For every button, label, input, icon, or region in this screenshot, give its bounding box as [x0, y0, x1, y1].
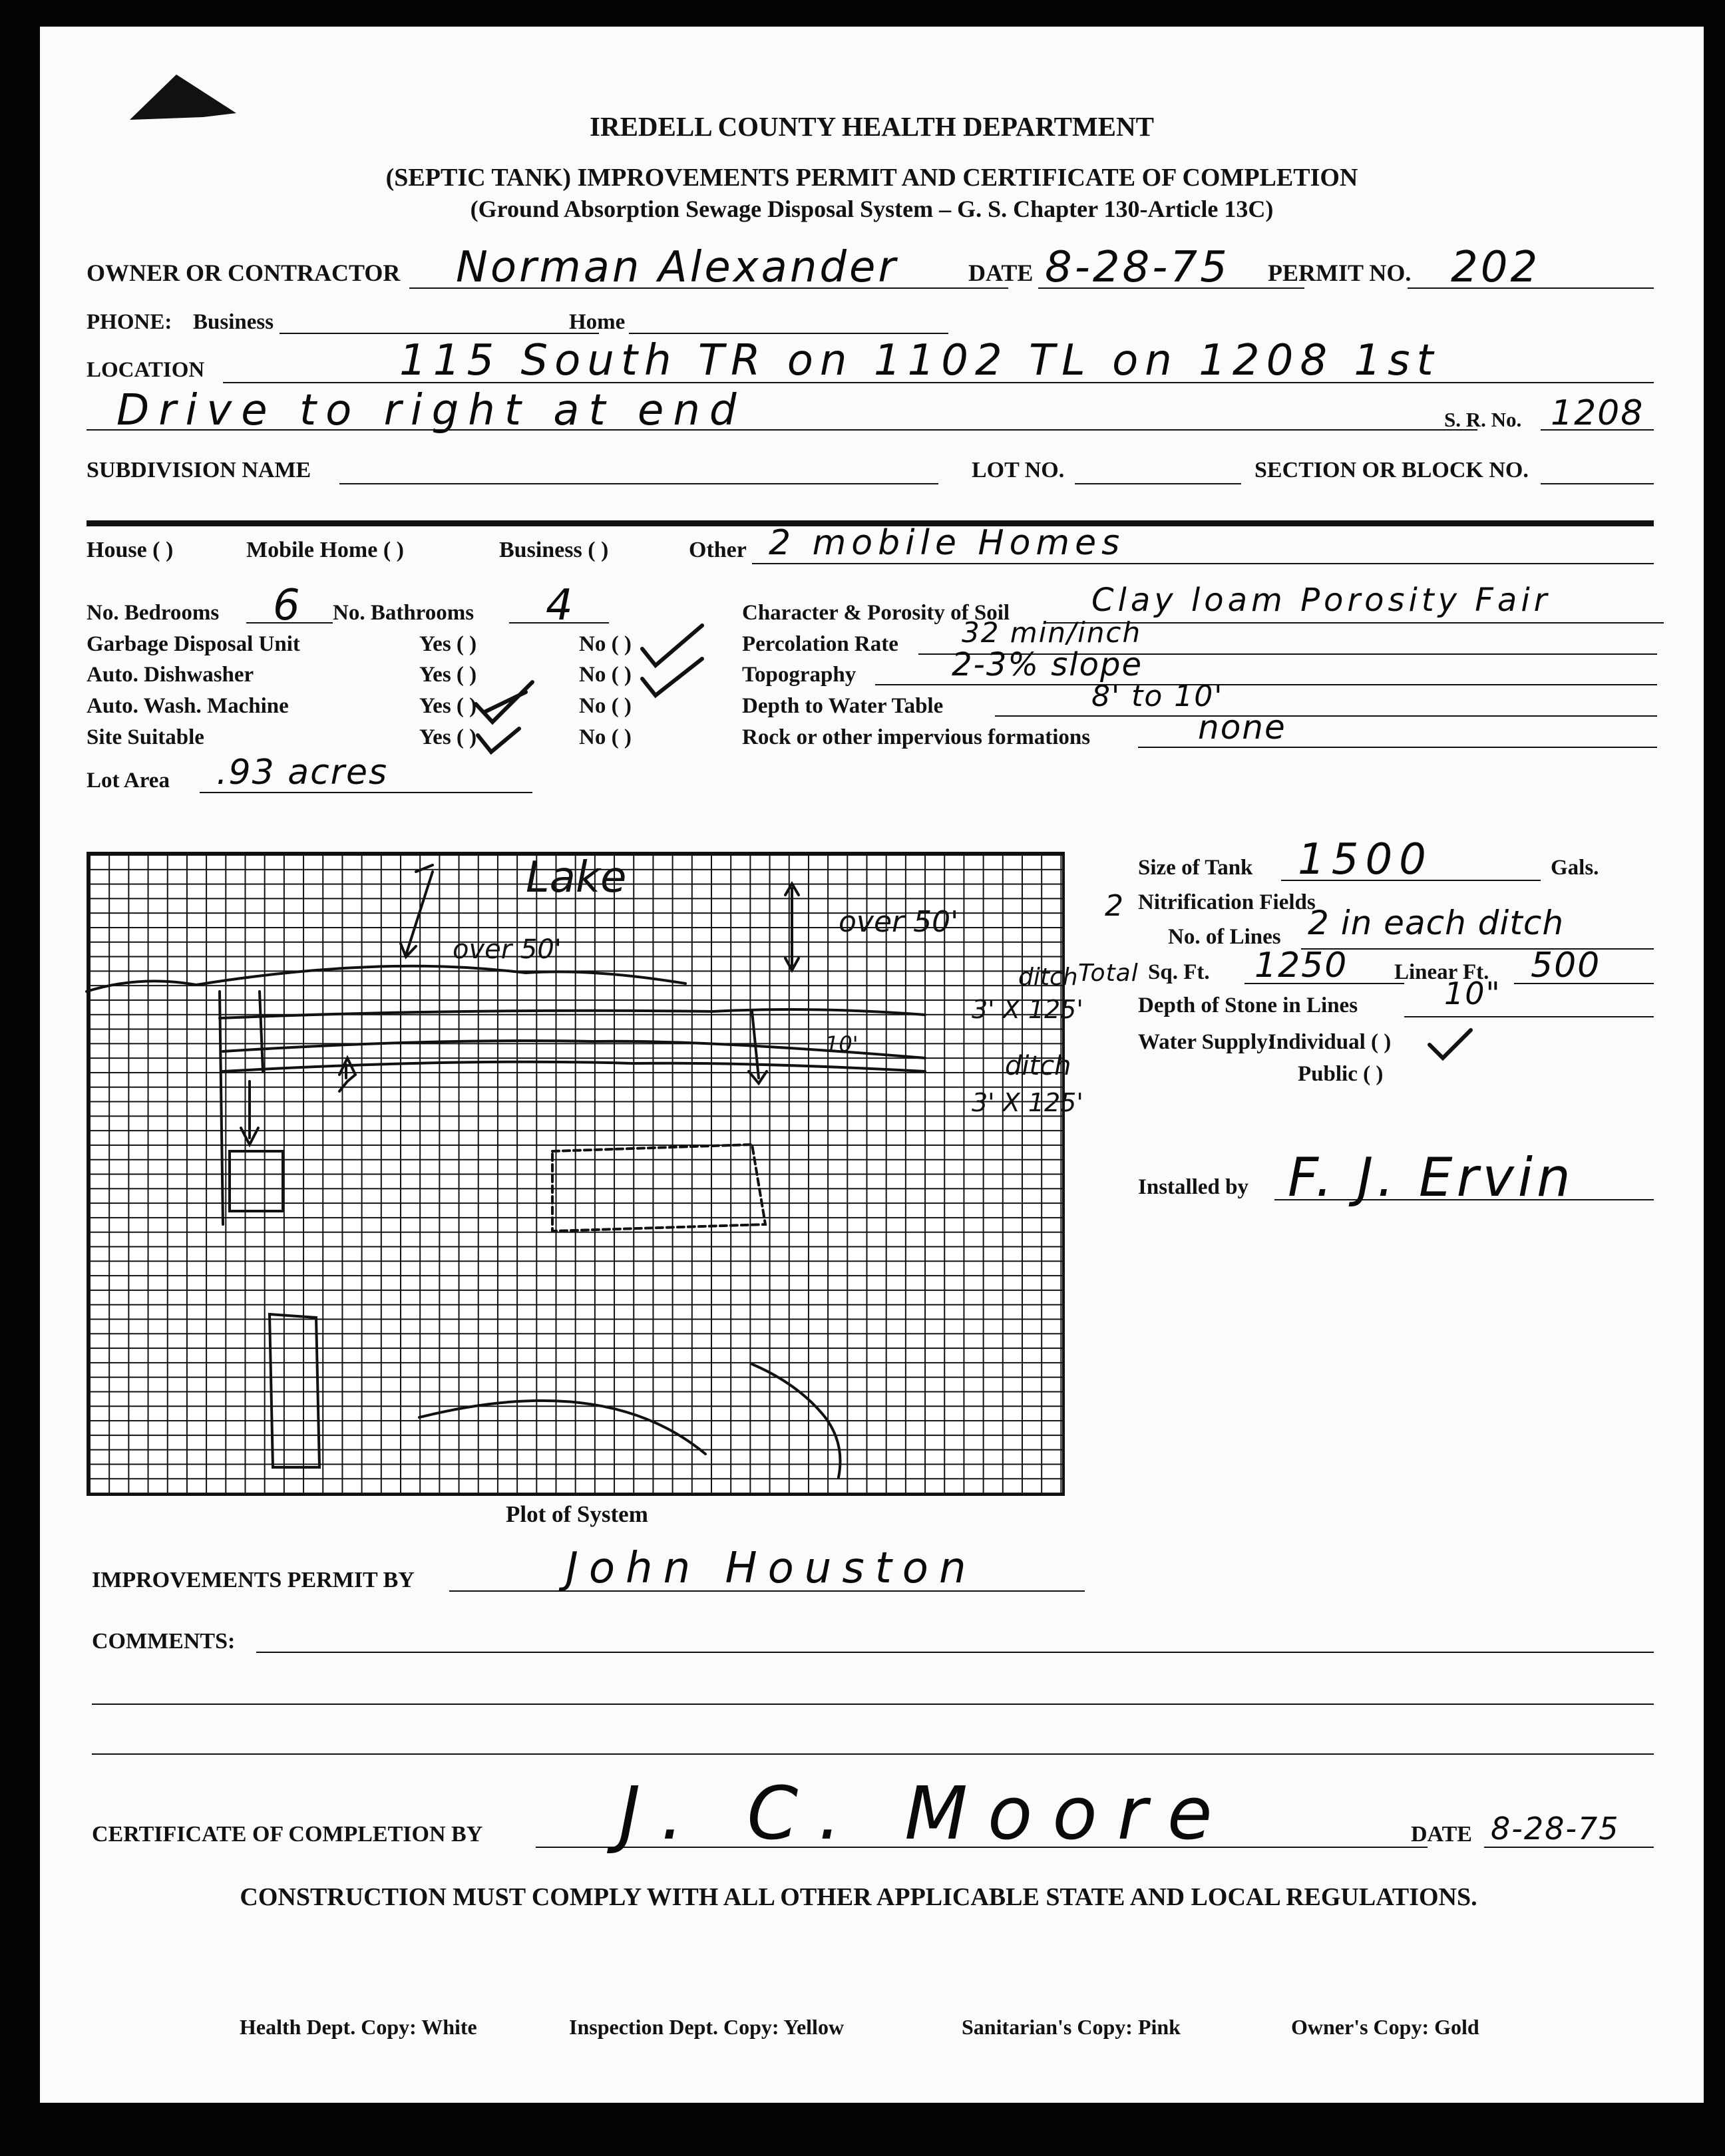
wash-machine-no[interactable]: No ( )	[579, 694, 632, 718]
department-title: IREDELL COUNTY HEALTH DEPARTMENT	[590, 111, 1154, 142]
septic-tank-box	[230, 1151, 283, 1211]
wash-machine-label: Auto. Wash. Machine	[87, 694, 289, 718]
soil-character-label: Character & Porosity of Soil	[742, 601, 1010, 625]
second-home-outline	[270, 1314, 319, 1467]
permit-value[interactable]: 202	[1451, 243, 1541, 292]
copy-owner: Owner's Copy: Gold	[1291, 2015, 1479, 2039]
garbage-disposal-no[interactable]: No ( )	[579, 632, 632, 656]
owner-value[interactable]: Norman Alexander	[456, 243, 898, 292]
bathrooms-value[interactable]: 4	[546, 581, 576, 630]
date-label: DATE	[968, 260, 1034, 286]
dishwasher-no-check-icon	[642, 659, 702, 695]
wash-yes-check-icon	[476, 682, 532, 722]
soil-character-value[interactable]: Clay loam Porosity Fair	[1091, 582, 1551, 619]
other-label: Other	[689, 538, 747, 562]
ten-foot-arrow	[339, 1058, 355, 1091]
location-label: LOCATION	[87, 358, 205, 382]
permit-by-label: IMPROVEMENTS PERMIT BY	[92, 1568, 415, 1592]
nitrification-label: Nitrification Fields	[1138, 890, 1316, 914]
permit-by-value[interactable]: John Houston	[566, 1544, 977, 1593]
left-trench-lines	[220, 991, 263, 1224]
ditch-line-1	[220, 1009, 925, 1018]
tank-arrow	[241, 1081, 258, 1145]
tank-unit: Gals.	[1551, 856, 1599, 880]
lines-line	[1301, 948, 1654, 950]
drive-curve-2	[752, 1364, 841, 1477]
lines-value[interactable]: 2 in each ditch	[1308, 904, 1565, 942]
form-subtitle: (Ground Absorption Sewage Disposal System – G. S. Chapter 130-Article 13C)	[470, 196, 1274, 222]
copy-inspection: Inspection Dept. Copy: Yellow	[569, 2015, 845, 2039]
garbage-disposal-yes[interactable]: Yes ( )	[419, 632, 477, 656]
perc-rate-label: Percolation Rate	[742, 632, 898, 656]
rock-value[interactable]: none	[1198, 708, 1286, 747]
copy-health: Health Dept. Copy: White	[240, 2015, 477, 2039]
copy-sanitarian: Sanitarian's Copy: Pink	[962, 2015, 1181, 2039]
tank-size-label: Size of Tank	[1138, 856, 1253, 880]
topography-value[interactable]: 2-3% slope	[952, 646, 1143, 683]
lot-area-value[interactable]: .93 acres	[216, 753, 389, 793]
lot-area-label: Lot Area	[87, 769, 170, 793]
site-suitable-label: Site Suitable	[87, 725, 204, 749]
water-table-label: Depth to Water Table	[742, 694, 944, 718]
certificate-date-line	[1484, 1847, 1654, 1848]
sr-label: S. R. No.	[1444, 408, 1522, 431]
lot-label: LOT NO.	[972, 458, 1065, 482]
phone-business-label: Business	[193, 310, 274, 334]
location-value-1[interactable]: 115 South TR on 1102 TL on 1208 1st	[399, 336, 1440, 385]
over50-left-arrow-top	[416, 865, 433, 872]
owner-label: OWNER OR CONTRACTOR	[87, 260, 401, 286]
sqft-label: Sq. Ft.	[1148, 960, 1210, 984]
plot-sketch	[87, 852, 1083, 1496]
topography-line	[875, 684, 1657, 685]
linear-label: Linear Ft.	[1394, 960, 1489, 984]
fields-prefix[interactable]: 2	[1105, 889, 1126, 923]
plot-note-ditch-2: ditch	[1005, 1051, 1071, 1081]
bedrooms-value[interactable]: 6	[273, 581, 303, 630]
ditch-line-3	[223, 1062, 925, 1071]
plot-note-size-2: 3' X 125'	[972, 1088, 1083, 1117]
sqft-prefix[interactable]: Total	[1078, 960, 1139, 987]
dishwasher-yes[interactable]: Yes ( )	[419, 663, 477, 687]
plot-note-size-1: 3' X 125'	[972, 995, 1083, 1024]
section-label: SECTION OR BLOCK NO.	[1254, 458, 1529, 482]
comments-line-3[interactable]	[92, 1753, 1654, 1755]
water-public-checkbox[interactable]: Public ( )	[1298, 1062, 1384, 1086]
topography-label: Topography	[742, 663, 857, 687]
rock-label: Rock or other impervious formations	[742, 725, 1091, 749]
water-table-line	[995, 715, 1657, 717]
mobile-home-checkbox[interactable]: Mobile Home ( )	[246, 538, 404, 562]
comments-line-2[interactable]	[92, 1704, 1654, 1705]
site-suitable-yes[interactable]: Yes ( )	[419, 725, 477, 749]
stone-depth-line	[1404, 1016, 1654, 1017]
lines-label: No. of Lines	[1168, 925, 1281, 949]
lake-shore-line	[87, 966, 685, 991]
date-value[interactable]: 8-28-75	[1045, 243, 1230, 292]
stone-depth-value[interactable]: 10"	[1444, 976, 1501, 1011]
water-supply-label: Water Supply:	[1138, 1030, 1275, 1054]
installed-by-label: Installed by	[1138, 1175, 1248, 1199]
plot-note-over50-right: over 50'	[839, 905, 959, 939]
dishwasher-no[interactable]: No ( )	[579, 663, 632, 687]
over50-left-arrow	[401, 872, 433, 957]
certificate-date-value[interactable]: 8-28-75	[1491, 1811, 1620, 1847]
bathrooms-label: No. Bathrooms	[333, 601, 475, 625]
water-table-value[interactable]: 8' to 10'	[1091, 679, 1224, 713]
tank-size-value[interactable]: 1500	[1298, 835, 1433, 884]
stone-depth-label: Depth of Stone in Lines	[1138, 993, 1358, 1017]
checkmarks	[40, 27, 772, 792]
dishwasher-label: Auto. Dishwasher	[87, 663, 254, 687]
perc-rate-value[interactable]: 32 min/inch	[962, 616, 1142, 649]
house-checkbox[interactable]: House ( )	[87, 538, 174, 562]
mobile-home-outline	[552, 1145, 765, 1231]
business-checkbox[interactable]: Business ( )	[499, 538, 609, 562]
phone-label: PHONE:	[87, 310, 172, 334]
plot-caption: Plot of System	[506, 1501, 648, 1527]
section-line[interactable]	[1541, 483, 1654, 484]
bedrooms-label: No. Bedrooms	[87, 601, 220, 625]
installed-by-value[interactable]: F. J. Ervin	[1288, 1147, 1575, 1208]
certificate-signature[interactable]: J. C. Moore	[619, 1771, 1233, 1856]
form-title: (SEPTIC TANK) IMPROVEMENTS PERMIT AND CERTIFICATE OF COMPLETION	[385, 164, 1358, 192]
sqft-value[interactable]: 1250	[1254, 946, 1348, 986]
plot-note-over50-left: over 50'	[453, 934, 562, 965]
certificate-date-label: DATE	[1411, 1822, 1472, 1847]
sr-value[interactable]: 1208	[1551, 393, 1644, 433]
ditch-line-2	[223, 1041, 925, 1058]
permit-form	[40, 27, 1704, 2103]
other-line	[752, 563, 1654, 564]
other-value[interactable]: 2 mobile Homes	[769, 523, 1125, 563]
plot-note-ditch-1: ditch	[1018, 964, 1078, 991]
permit-label: PERMIT NO.	[1268, 260, 1412, 286]
wash-machine-yes[interactable]: Yes ( )	[419, 694, 477, 718]
comments-label: COMMENTS:	[92, 1629, 236, 1654]
site-suitable-no[interactable]: No ( )	[579, 725, 632, 749]
over50-right-arrow	[785, 884, 799, 970]
drive-curve	[419, 1401, 705, 1454]
garbage-no-check-icon	[642, 626, 702, 665]
plot-note-10ft: 10'	[825, 1031, 859, 1057]
lot-line[interactable]	[1075, 483, 1241, 484]
water-individual-checkbox[interactable]: Individual ( )	[1268, 1030, 1392, 1054]
phone-home-label: Home	[569, 310, 626, 334]
individual-check-icon	[1424, 1025, 1477, 1065]
garbage-disposal-label: Garbage Disposal Unit	[87, 632, 300, 656]
subdivision-label: SUBDIVISION NAME	[87, 458, 311, 482]
rock-line	[1138, 747, 1657, 748]
comments-line-1[interactable]	[256, 1652, 1654, 1653]
regulations-notice: CONSTRUCTION MUST COMPLY WITH ALL OTHER APPLICABLE STATE AND LOCAL REGULATIONS.	[240, 1883, 1477, 1911]
linear-value[interactable]: 500	[1531, 946, 1601, 986]
plot-note-lake: Lake	[526, 853, 627, 902]
location-value-2[interactable]: Drive to right at end	[116, 386, 746, 435]
certificate-label: CERTIFICATE OF COMPLETION BY	[92, 1822, 483, 1847]
site-yes-check-icon	[478, 729, 519, 752]
